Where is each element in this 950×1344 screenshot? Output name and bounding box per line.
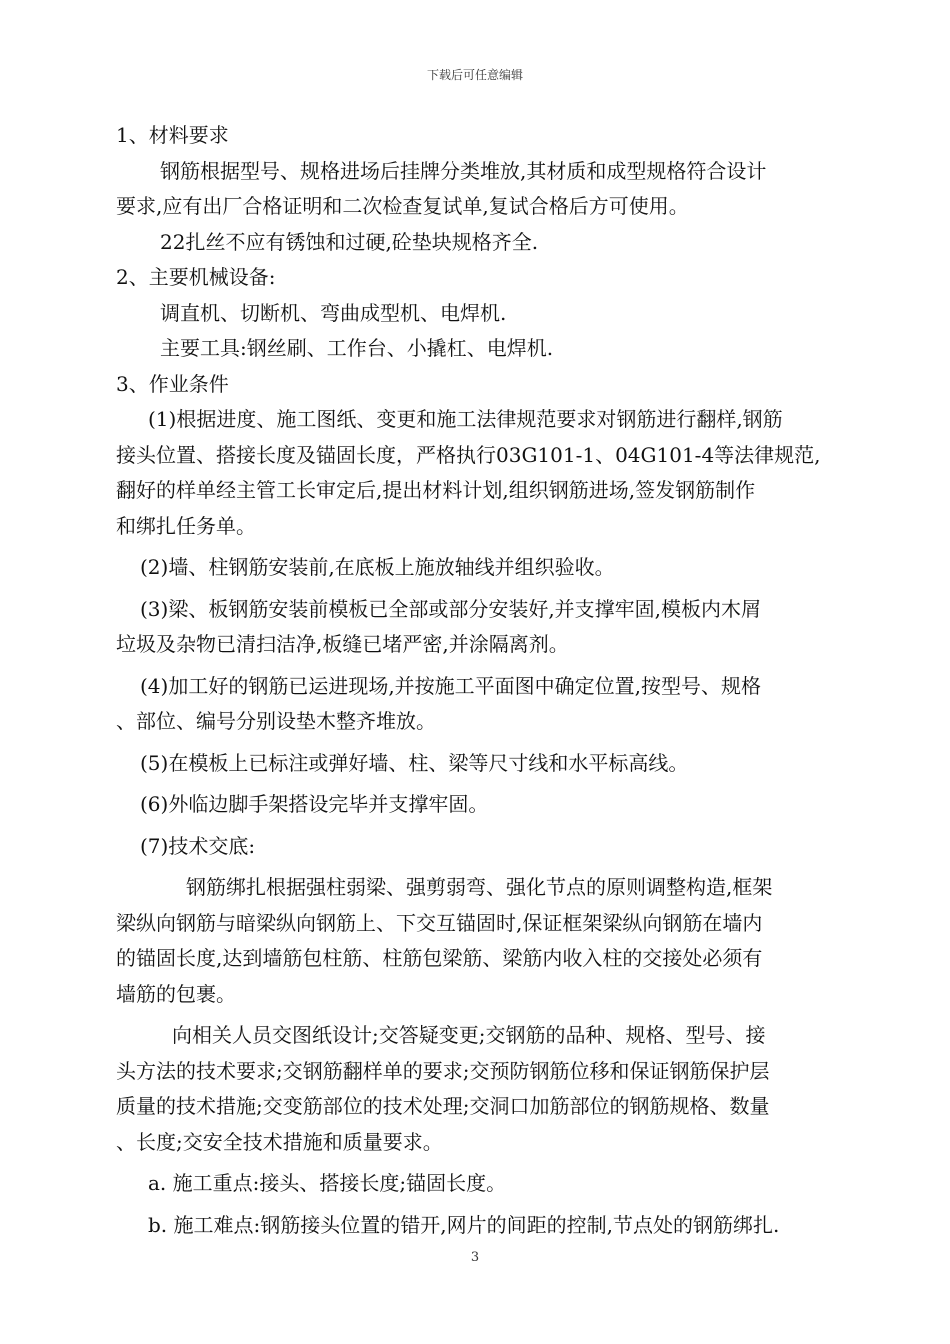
paragraph-line: 的锚固长度,达到墙筋包柱筋、柱筋包梁筋、梁筋内收入柱的交接处必须有 xyxy=(116,946,763,970)
paragraph-line: a. 施工重点:接头、搭接长度;锚固长度。 xyxy=(148,1171,507,1195)
page-header: 下载后可任意编辑 xyxy=(426,68,523,82)
paragraph-line: 、部位、编号分别设垫木整齐堆放。 xyxy=(116,709,436,733)
paragraph-line: 梁纵向钢筋与暗梁纵向钢筋上、下交互锚固时,保证框架梁纵向钢筋在墙内 xyxy=(116,910,763,935)
paragraph-line: (7)技术交底: xyxy=(140,833,256,858)
section-heading: 3、作业条件 xyxy=(116,371,229,396)
paragraph-line: (2)墙、柱钢筋安装前,在底板上施放轴线并组织验收。 xyxy=(140,555,615,579)
page-number: 3 xyxy=(470,1250,480,1265)
paragraph-line: 和绑扎任务单。 xyxy=(116,513,256,538)
paragraph-line: 、长度;交安全技术措施和质量要求。 xyxy=(116,1129,443,1154)
paragraph-line: 质量的技术措施;交变筋部位的技术处理;交洞口加筋部位的钢筋规格、数量 xyxy=(116,1094,770,1118)
paragraph-line: 钢筋绑扎根据强柱弱梁、强剪弱弯、强化节点的原则调整构造,框架 xyxy=(186,875,773,899)
paragraph-line: (5)在模板上已标注或弹好墙、柱、梁等尺寸线和水平标高线。 xyxy=(140,750,689,775)
paragraph-line: (3)梁、板钢筋安装前模板已全部或部分安装好,并支撑牢固,模板内木屑 xyxy=(140,596,762,621)
paragraph-line: (1)根据进度、施工图纸、变更和施工法律规范要求对钢筋进行翻样,钢筋 xyxy=(148,407,783,431)
paragraph-line: b. 施工难点:钢筋接头位置的错开,网片的间距的控制,节点处的钢筋绑扎. xyxy=(148,1212,780,1237)
section-heading: 2、主要机械设备: xyxy=(116,265,276,289)
paragraph-line: 调直机、切断机、弯曲成型机、电焊机. xyxy=(160,300,507,325)
paragraph-line: (6)外临边脚手架搭设完毕并支撑牢固。 xyxy=(140,792,489,816)
paragraph-line: 钢筋根据型号、规格进场后挂牌分类堆放,其材质和成型规格符合设计 xyxy=(160,158,767,183)
paragraph-line: 墙筋的包裹。 xyxy=(116,981,236,1006)
paragraph-line: 向相关人员交图纸设计;交答疑变更;交钢筋的品种、规格、型号、接 xyxy=(172,1023,766,1047)
paragraph-line: 翻好的样单经主管工长审定后,提出材料计划,组织钢筋进场,签发钢筋制作 xyxy=(116,478,756,502)
paragraph-line: 22扎丝不应有锈蚀和过硬,砼垫块规格齐全. xyxy=(160,229,539,254)
paragraph-line: 接头位置、搭接长度及锚固长度，严格执行03G101-1、04G101-4等法律规范, xyxy=(116,442,821,467)
paragraph-line: 要求,应有出厂合格证明和二次检查复试单,复试合格后方可使用。 xyxy=(116,194,689,218)
paragraph-line: 垃圾及杂物已清扫洁净,板缝已堵严密,并涂隔离剂。 xyxy=(116,632,569,656)
section-heading: 1、材料要求 xyxy=(116,123,229,147)
paragraph-line: 头方法的技术要求;交钢筋翻样单的要求;交预防钢筋位移和保证钢筋保护层 xyxy=(116,1058,770,1083)
document-body xyxy=(116,118,868,1243)
paragraph-line: 主要工具:钢丝刷、工作台、小撬杠、电焊机. xyxy=(160,336,554,360)
paragraph-line: (4)加工好的钢筋已运进现场,并按施工平面图中确定位置,按型号、规格 xyxy=(140,673,762,698)
